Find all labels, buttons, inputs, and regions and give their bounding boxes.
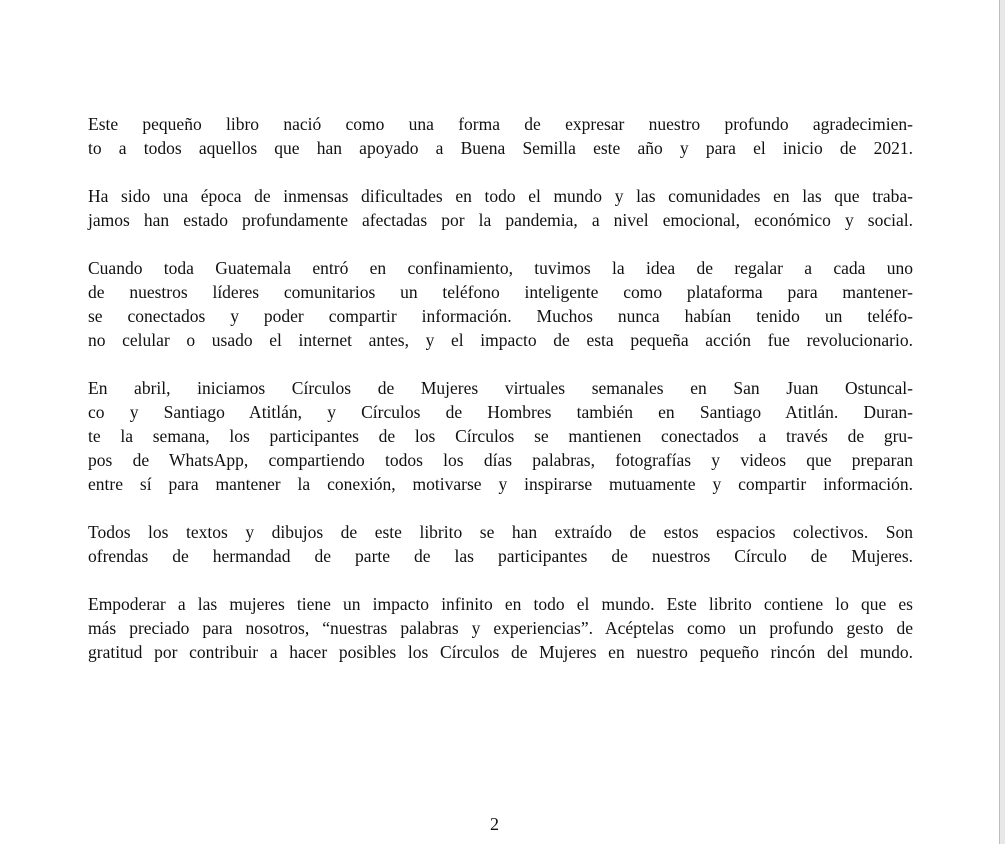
text-line: Ha sido una época de inmensas dificultades en todo el mundo y las comunidades en las que traba- bbox=[88, 186, 913, 206]
text-line: co y Santiago Atitlán, y Círculos de Hombres también en Santiago Atitlán. Duran- bbox=[88, 402, 913, 422]
paragraph bbox=[88, 112, 913, 160]
paragraph bbox=[88, 184, 913, 232]
text-line: Todos los textos y dibujos de este librito se han extraído de estos espacios colectivos. Son bbox=[88, 522, 913, 542]
paragraph bbox=[88, 256, 913, 352]
page-number: 2 bbox=[490, 814, 499, 834]
page-edge-divider bbox=[999, 0, 1005, 844]
text-line: En abril, iniciamos Círculos de Mujeres virtuales semanales en San Juan Ostuncal- bbox=[88, 378, 913, 398]
text-line: Cuando toda Guatemala entró en confinamiento, tuvimos la idea de regalar a cada uno bbox=[88, 258, 913, 278]
text-line: no celular o usado el internet antes, y el impacto de esta pequeña acción fue revolucionario. bbox=[88, 330, 913, 350]
text-line: to a todos aquellos que han apoyado a Buena Semilla este año y para el inicio de 2021. bbox=[88, 138, 913, 158]
text-line: jamos han estado profundamente afectadas por la pandemia, a nivel emocional, económico y social. bbox=[88, 210, 913, 230]
text-line: se conectados y poder compartir información. Muchos nunca habían tenido un teléfo- bbox=[88, 306, 913, 326]
paragraph bbox=[88, 592, 913, 664]
text-line: entre sí para mantener la conexión, motivarse y inspirarse mutuamente y compartir información. bbox=[88, 474, 913, 494]
paragraph bbox=[88, 376, 913, 496]
text-line: de nuestros líderes comunitarios un teléfono inteligente como plataforma para mantener- bbox=[88, 282, 913, 302]
text-line: te la semana, los participantes de los Círculos se mantienen conectados a través de gru- bbox=[88, 426, 913, 446]
text-line: Empoderar a las mujeres tiene un impacto infinito en todo el mundo. Este librito contiene lo que es bbox=[88, 594, 913, 614]
document-body bbox=[88, 112, 913, 688]
text-line: gratitud por contribuir a hacer posibles los Círculos de Mujeres en nuestro pequeño rincón del mundo. bbox=[88, 642, 913, 662]
text-line: Este pequeño libro nació como una forma de expresar nuestro profundo agradecimien- bbox=[88, 114, 913, 134]
text-line: más preciado para nosotros, “nuestras palabras y experiencias”. Acéptelas como un profundo gesto de bbox=[88, 618, 913, 638]
text-line: ofrendas de hermandad de parte de las participantes de nuestros Círculo de Mujeres. bbox=[88, 546, 913, 566]
paragraph bbox=[88, 520, 913, 568]
text-line: pos de WhatsApp, compartiendo todos los días palabras, fotografías y videos que preparan bbox=[88, 450, 913, 470]
